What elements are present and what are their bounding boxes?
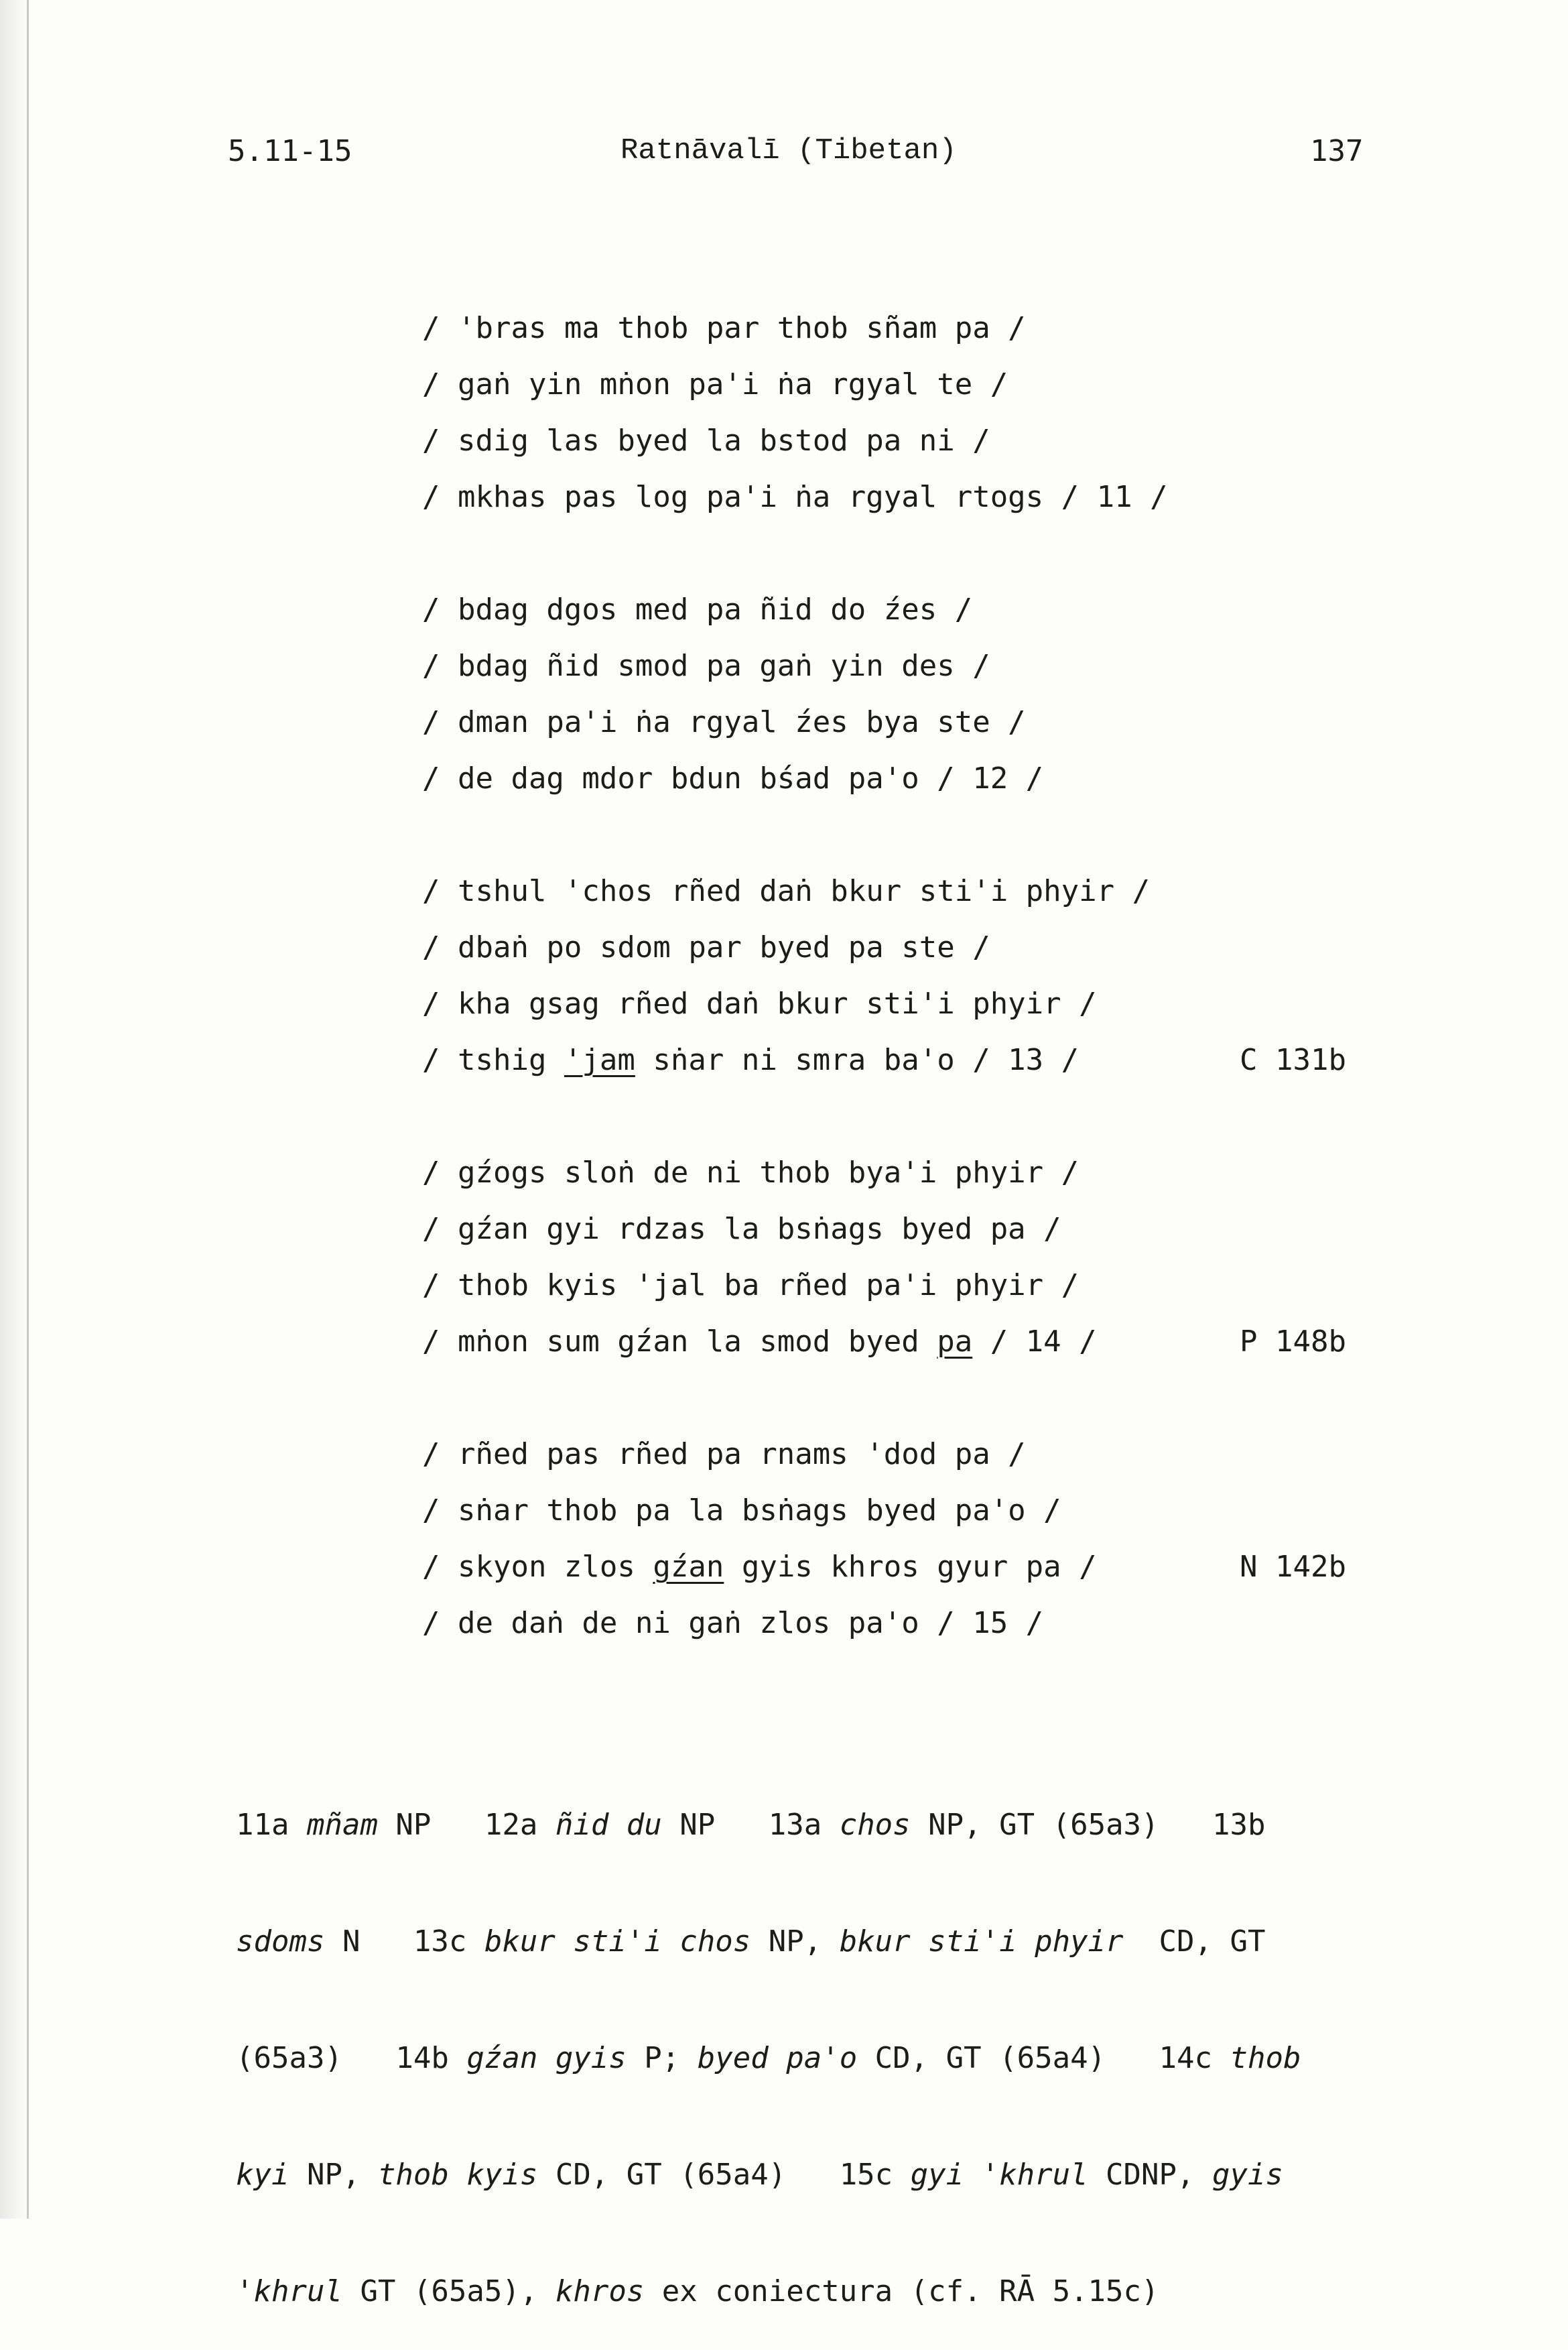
verse-line: / bdag ñid smod pa gaṅ yin des / [422,649,990,683]
verse-line: / de daṅ de ni gaṅ zlos pa'o / 15 / [422,1606,1044,1640]
variant-reading: bkur sti'i phyir [839,1924,1124,1959]
note-text: NP 12a [377,1808,556,1842]
critical-apparatus [236,1728,1388,2350]
note-text: ex coniectura (cf. RĀ 5.15c) [644,2274,1159,2308]
note-text: CDNP, [1088,2158,1212,2192]
verse-line: / de dag mdor bdun bśad pa'o / 12 / [422,761,1044,796]
marginal-folio-ref: N 142b [1240,1550,1346,1584]
stanza-14 [422,1145,1427,1370]
underlined-reading: pa [937,1324,973,1359]
verse-text: / mṅon sum gźan la smod byed [422,1324,937,1359]
note-text: NP, [750,1924,840,1959]
note-text: NP, GT (65a3) 13b [910,1808,1266,1842]
verse-line: / mkhas pas log pa'i ṅa rgyal rtogs / 11 / [422,480,1168,514]
apparatus-line [236,2156,1388,2194]
verse-line: / tshul 'chos rñed daṅ bkur sti'i phyir / [422,874,1151,908]
verse-text: sṅar ni smra ba'o / 13 / [635,1043,1080,1077]
note-text: CD, GT (65a4) 15c [537,2158,911,2192]
note-text: N 13c [324,1924,484,1959]
variant-reading: gyis [1212,2158,1283,2192]
variant-reading: thob kyis [377,2158,538,2192]
page-number: 137 [1310,134,1364,168]
variant-reading: mñam [306,1808,378,1842]
verse-line: / thob kyis 'jal ba rñed pa'i phyir / [422,1268,1080,1302]
note-text: 11a [236,1808,307,1842]
section-number: 5.11-15 [228,134,352,168]
note-text: NP, [289,2158,378,2192]
page-title: Ratnāvalī (Tibetan) [620,134,957,168]
stanza-13 [422,863,1427,1089]
stanza-15 [422,1426,1427,1652]
note-text: GT (65a5), [342,2274,556,2308]
marginal-folio-ref: P 148b [1240,1324,1346,1359]
variant-reading: gźan gyis [466,2041,627,2075]
variant-reading: chos [839,1808,911,1842]
verse-line [422,1314,1427,1370]
note-text: (65a3) 14b [236,2041,467,2075]
note-text: CD, GT [1123,1924,1266,1959]
verse-block [422,300,1427,1708]
variant-reading: ñid du [555,1808,662,1842]
verse-text: gyis khros gyur pa / [724,1550,1097,1584]
apparatus-line [236,2039,1388,2078]
note-text: P; [626,2041,698,2075]
verse-text: / 14 / [972,1324,1097,1359]
variant-reading: sdoms [236,1924,325,1959]
verse-line: / sdig las byed la bstod pa ni / [422,424,990,458]
verse-line: / sṅar thob pa la bsṅags byed pa'o / [422,1493,1061,1528]
verse-line: / bdag dgos med pa ñid do źes / [422,593,973,627]
note-text: NP 13a [661,1808,840,1842]
verse-line: / gaṅ yin mṅon pa'i ṅa rgyal te / [422,367,1008,401]
verse-line: / rñed pas rñed pa rnams 'dod pa / [422,1437,1026,1471]
marginal-folio-ref: C 131b [1240,1043,1346,1077]
verse-line: / dbaṅ po sdom par byed pa ste / [422,930,990,965]
verse-line [422,1032,1427,1089]
variant-reading: gyi 'khrul [910,2158,1088,2192]
scan-binding-line [27,0,29,2219]
variant-reading: thob [1230,2041,1301,2075]
stanza-11 [422,300,1427,525]
variant-reading: byed pa'o [697,2041,858,2075]
apparatus-line [236,2272,1388,2311]
verse-line: / gźogs sloṅ de ni thob bya'i phyir / [422,1156,1080,1190]
verse-line: / 'bras ma thob par thob sñam pa / [422,311,1026,345]
variant-reading: kyi [236,2158,289,2192]
variant-reading: bkur sti'i chos [484,1924,751,1959]
verse-text: / tshig [422,1043,564,1077]
underlined-reading: 'jam [564,1043,635,1077]
variant-reading: khros [555,2274,645,2308]
underlined-reading: gźan [653,1550,724,1584]
apparatus-line [236,1806,1388,1845]
verse-line [422,1539,1427,1595]
verse-line: / kha gsag rñed daṅ bkur sti'i phyir / [422,987,1097,1021]
note-text: CD, GT (65a4) 14c [857,2041,1230,2075]
stanza-12 [422,582,1427,807]
apparatus-line [236,1922,1388,1961]
verse-text: / skyon zlos [422,1550,653,1584]
verse-line: / dman pa'i ṅa rgyal źes bya ste / [422,705,1026,739]
variant-reading: 'khrul [236,2274,342,2308]
verse-line: / gźan gyi rdzas la bsṅags byed pa / [422,1212,1061,1246]
